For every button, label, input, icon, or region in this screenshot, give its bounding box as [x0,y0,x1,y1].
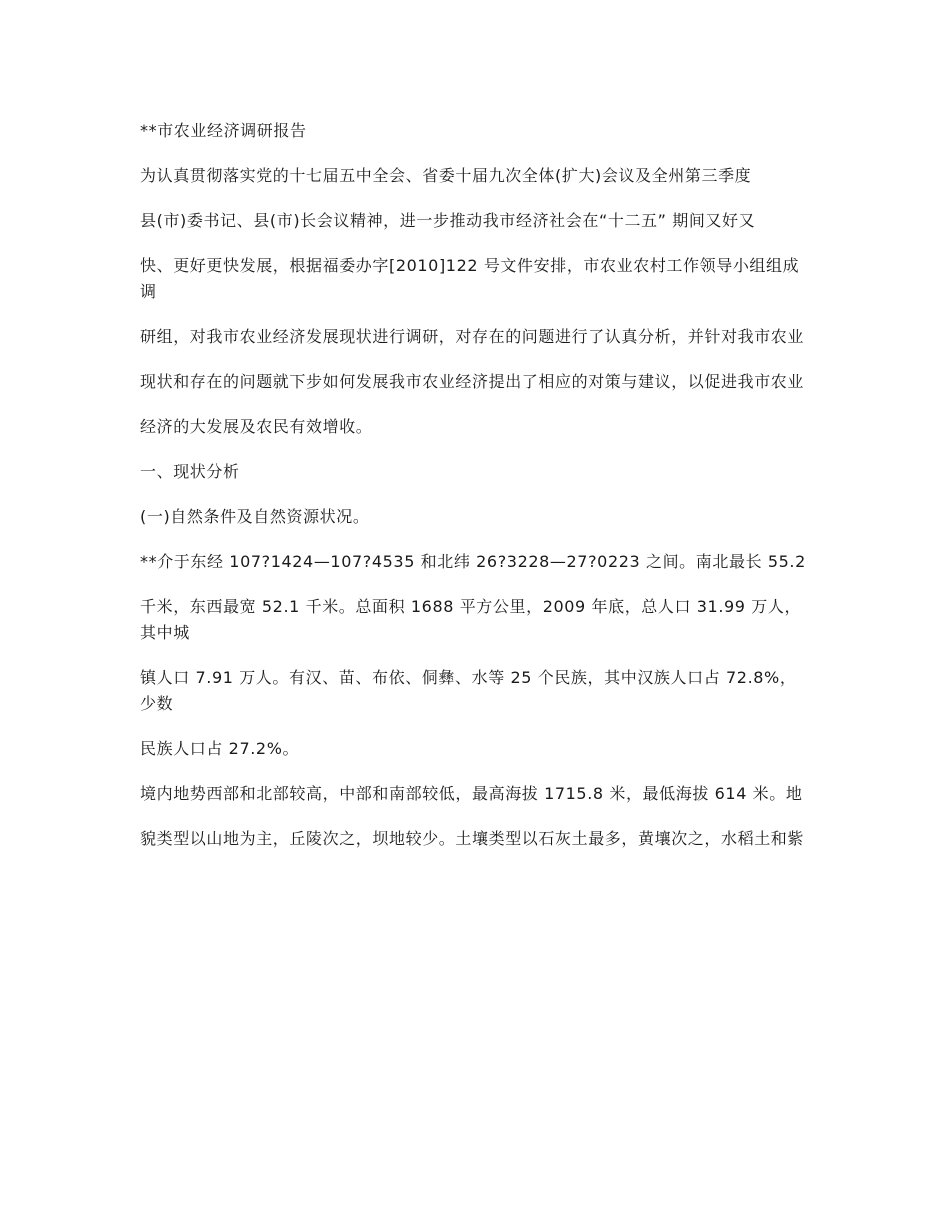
section-heading: 一、现状分析 [140,462,240,481]
paragraph-line: **介于东经 107?1424—107?4535 和北纬 26?3228—27?0223 之间。南北最长 55.2 [140,552,806,571]
paragraph-line: 境内地势西部和北部较高，中部和南部较低，最高海拔 1715.8 米，最低海拔 614 米。地 [140,784,803,803]
paragraph-line: 貌类型以山地为主，丘陵次之，坝地较少。土壤类型以石灰土最多，黄壤次之，水稻土和紫 [140,829,805,848]
paragraph-line: 快、更好更快发展，根据福委办字[2010]122 号文件安排，市农业农村工作领导小组组成调 [140,256,800,301]
paragraph-line: 镇人口 7.91 万人。有汉、苗、布依、侗彝、水等 25 个民族，其中汉族人口占 72.8%，少数 [140,668,797,713]
paragraph-line: 现状和存在的问题就下步如何发展我市农业经济提出了相应的对策与建议，以促进我市农业 [140,372,805,391]
paragraph-line: 为认真贯彻落实党的十七届五中全会、省委十届九次全体(扩大)会议及全州第三季度 [140,166,752,185]
document-page [140,118,812,871]
paragraph-line: 民族人口占 27.2%。 [140,739,300,758]
paragraph-line: 千米，东西最宽 52.1 千米。总面积 1688 平方公里，2009 年底，总人口 31.99 万人，其中城 [140,597,802,642]
paragraph-line: 县(市)委书记、县(市)长会议精神，进一步推动我市经济社会在“十二五” 期间又好又 [140,211,756,230]
paragraph-line: 研组，对我市农业经济发展现状进行调研，对存在的问题进行了认真分析，并针对我市农业 [140,327,805,346]
subsection-heading: (一)自然条件及自然资源状况。 [140,507,370,526]
document-title: **市农业经济调研报告 [140,121,307,140]
paragraph-line: 经济的大发展及农民有效增收。 [140,417,373,436]
